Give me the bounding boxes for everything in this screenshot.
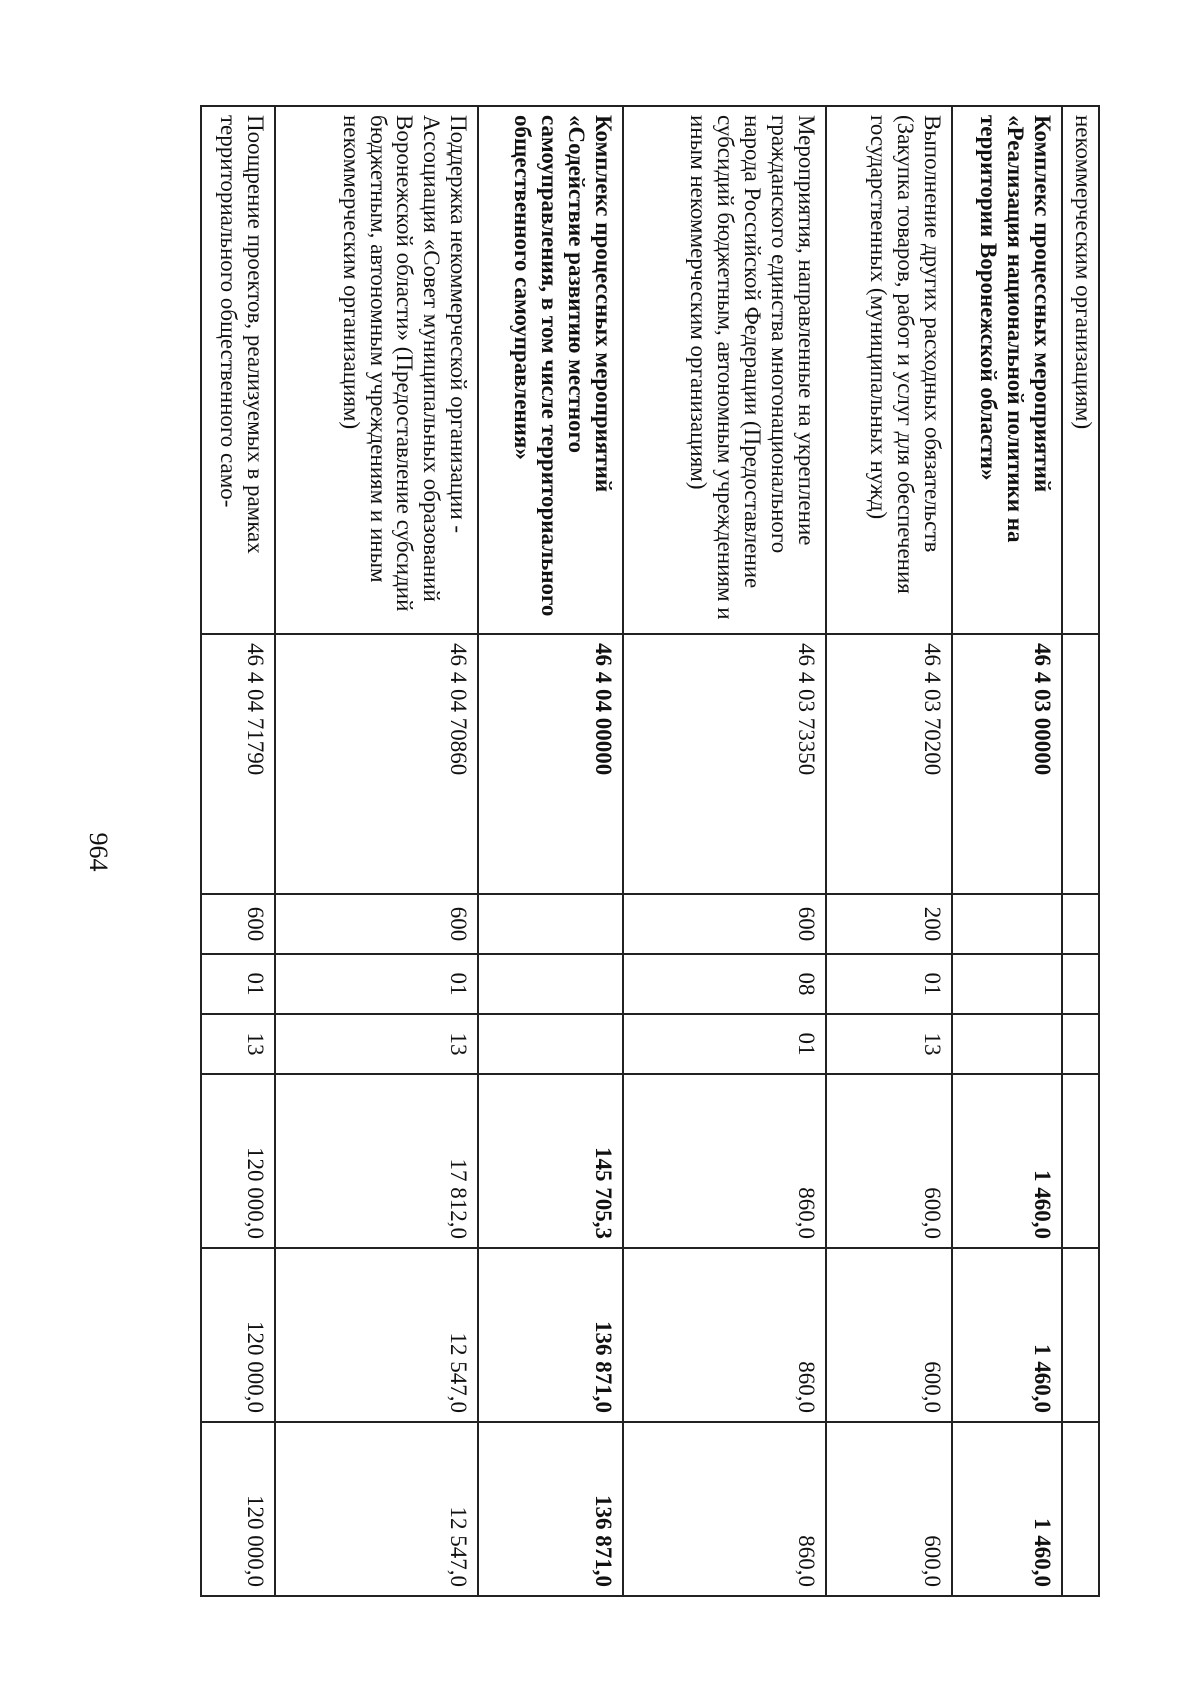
page-number: 964 (84, 832, 113, 872)
row-vr (478, 894, 623, 954)
row-year1-value: 145 705,3 (478, 1074, 623, 1248)
row-rz (1062, 954, 1099, 1014)
row-year1-value: 120 000,0 (201, 1074, 275, 1248)
row-name: Комплекс процессных мероприятий «Реализация национальной политики на территории Воронежской области» (952, 106, 1062, 634)
row-pr (1062, 1014, 1099, 1074)
row-vr (1062, 894, 1099, 954)
row-year2-value: 136 871,0 (478, 1248, 623, 1422)
table-row (1062, 106, 1099, 1596)
row-year3-value: 1 460,0 (952, 1422, 1062, 1596)
row-pr: 13 (201, 1014, 275, 1074)
row-rz (952, 954, 1062, 1014)
table-row (201, 106, 275, 1596)
row-year1-value: 860,0 (623, 1074, 826, 1248)
row-name: Поощрение проектов, реализуемых в рамках территориального общественного само- (201, 106, 275, 634)
row-code: 46 4 03 00000 (952, 634, 1062, 894)
table-row (275, 106, 478, 1596)
row-year2-value: 860,0 (623, 1248, 826, 1422)
row-pr: 01 (623, 1014, 826, 1074)
row-name: Мероприятия, направленные на укрепление гражданского единства многонационального народа Российской Федерации (Предоставление субсидий бюджетным, автономным учреждениям и иным некоммерческим организациям) (623, 106, 826, 634)
row-vr: 600 (623, 894, 826, 954)
row-name: Поддержка некоммерческой организации - Ассоциация «Совет муниципальных образований Воронежской области» (Предоставление субсидий бюджетным, автономным учреждениям и иным некоммерческим организациям) (275, 106, 478, 634)
row-year2-value: 600,0 (826, 1248, 952, 1422)
row-year1-value: 17 812,0 (275, 1074, 478, 1248)
row-year3-value: 860,0 (623, 1422, 826, 1596)
row-code: 46 4 03 73350 (623, 634, 826, 894)
row-code: 46 4 04 71790 (201, 634, 275, 894)
row-vr: 200 (826, 894, 952, 954)
row-code: 46 4 03 70200 (826, 634, 952, 894)
table-row (826, 106, 952, 1596)
row-rz: 01 (201, 954, 275, 1014)
row-year1-value: 1 460,0 (952, 1074, 1062, 1248)
row-rz: 01 (826, 954, 952, 1014)
row-year3-value: 120 000,0 (201, 1422, 275, 1596)
row-pr: 13 (275, 1014, 478, 1074)
row-year2-value: 12 547,0 (275, 1248, 478, 1422)
row-year3-value (1062, 1422, 1099, 1596)
row-rz: 01 (275, 954, 478, 1014)
row-rz (478, 954, 623, 1014)
row-year3-value: 136 871,0 (478, 1422, 623, 1596)
row-year1-value (1062, 1074, 1099, 1248)
row-vr: 600 (201, 894, 275, 954)
row-code: 46 4 04 70860 (275, 634, 478, 894)
table-row (952, 106, 1062, 1596)
row-name: некоммерческим организациям) (1062, 106, 1099, 634)
table-rotation-frame (200, 105, 1100, 1597)
row-year1-value: 600,0 (826, 1074, 952, 1248)
row-code (1062, 634, 1099, 894)
row-vr: 600 (275, 894, 478, 954)
row-rz: 08 (623, 954, 826, 1014)
row-year3-value: 12 547,0 (275, 1422, 478, 1596)
row-vr (952, 894, 1062, 954)
table-row (623, 106, 826, 1596)
row-code: 46 4 04 00000 (478, 634, 623, 894)
row-year2-value (1062, 1248, 1099, 1422)
row-pr (478, 1014, 623, 1074)
row-name: Комплекс процессных мероприятий «Содействие развитию местного самоуправления, в том числе территориального общественного самоуправления» (478, 106, 623, 634)
table-row (478, 106, 623, 1596)
row-pr: 13 (826, 1014, 952, 1074)
row-pr (952, 1014, 1062, 1074)
row-name: Выполнение других расходных обязательств (Закупка товаров, работ и услуг для обеспечения государственных (муниципальных нужд) (826, 106, 952, 634)
row-year2-value: 120 000,0 (201, 1248, 275, 1422)
row-year3-value: 600,0 (826, 1422, 952, 1596)
row-year2-value: 1 460,0 (952, 1248, 1062, 1422)
budget-table (200, 105, 1100, 1597)
